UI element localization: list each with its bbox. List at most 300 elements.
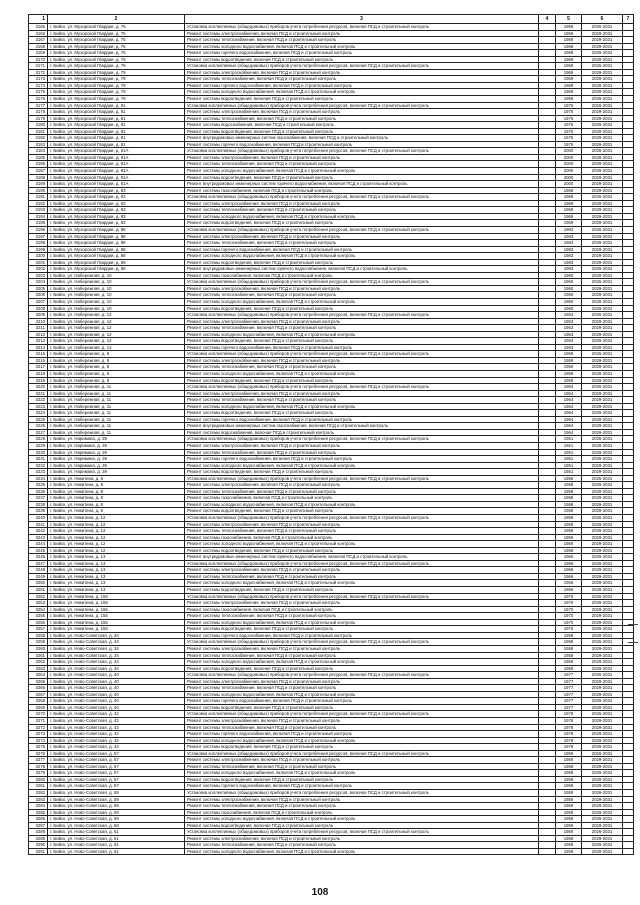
address-cell: г. Бийск, ул. Мухорской Гвардии, д. 75 xyxy=(48,43,185,50)
period-cell: 2029-2031 xyxy=(582,377,623,384)
work-type-cell: Ремонт системы водоотведения, включая ПСД и строительный контроль xyxy=(185,338,539,345)
period-cell: 2029-2031 xyxy=(582,331,623,338)
row-number: 3228 xyxy=(29,436,48,443)
row-number: 3185 xyxy=(29,154,48,161)
row-number: 3199 xyxy=(29,246,48,253)
row-number: 3286 xyxy=(29,816,48,823)
year-cell: 1969 xyxy=(556,82,582,89)
address-cell: г. Бийск, ул. Мухорской Гвардии, д. 88 xyxy=(48,226,185,233)
work-type-cell: Ремонт системы электроснабжения, включая ПСД и строительный контроль xyxy=(185,835,539,842)
address-cell: г. Бийск, ул. Никитина, д. 13 xyxy=(48,573,185,580)
year-cell: 2000 xyxy=(556,154,582,161)
row-number: 3174 xyxy=(29,82,48,89)
row-number: 3252 xyxy=(29,593,48,600)
work-type-cell: Ремонт системы водоотведения, включая ПСД и строительный контроль xyxy=(185,626,539,633)
work-type-cell: Установка коллективных (общедомовых) приборов учета потребления ресурсов, включая ПСД и строительный контроль xyxy=(185,672,539,679)
period-cell: 2029-2031 xyxy=(582,665,623,672)
year-cell: 1959 xyxy=(556,351,582,358)
work-type-cell: Ремонт системы электроснабжения, включая ПСД и строительный контроль xyxy=(185,717,539,724)
address-cell: г. Бийск, ул. Мухорской Гвардии, д. 79 xyxy=(48,96,185,103)
period-cell: 2029-2031 xyxy=(582,181,623,188)
address-cell: г. Бийск, ул. Набережная, д. 11 xyxy=(48,423,185,430)
year-cell: 1959 xyxy=(556,770,582,777)
row-number: 3216 xyxy=(29,357,48,364)
year-cell: 1977 xyxy=(556,678,582,685)
period-cell: 2029-2031 xyxy=(582,613,623,620)
period-cell: 2029-2031 xyxy=(582,567,623,574)
period-cell: 2029-2031 xyxy=(582,259,623,266)
year-cell: 1969 xyxy=(556,37,582,44)
period-cell: 2026-2031 xyxy=(582,312,623,319)
period-cell: 2029-2031 xyxy=(582,390,623,397)
year-cell: 1970 xyxy=(556,613,582,620)
address-cell: г. Бийск, ул. Мухорской Гвардии, д. 83 xyxy=(48,194,185,201)
address-cell: г. Бийск, ул. Мухорской Гвардии, д. 79 xyxy=(48,82,185,89)
work-type-cell: Ремонт системы газоснабжения, включая ПСД и строительный контроль xyxy=(185,606,539,613)
row-number: 3179 xyxy=(29,115,48,122)
year-cell: 1975 xyxy=(556,109,582,116)
address-cell: г. Бийск, ул. Никитина, д. 155 xyxy=(48,626,185,633)
period-cell: 2029-2031 xyxy=(582,757,623,764)
year-cell: 1975 xyxy=(556,128,582,135)
year-cell: 1959 xyxy=(556,521,582,528)
row-number: 3240 xyxy=(29,515,48,522)
period-cell: 2029-2031 xyxy=(582,325,623,332)
work-type-cell: Ремонт системы теплоснабжения, включая ПСД и строительный контроль xyxy=(185,115,539,122)
year-cell: 1970 xyxy=(556,600,582,607)
row-number: 3183 xyxy=(29,141,48,148)
address-cell: г. Бийск, ул. Наримана, д. 39 xyxy=(48,436,185,443)
period-cell: 2026-2031 xyxy=(582,384,623,391)
address-cell: г. Бийск, ул. Никитина, д. 155 xyxy=(48,600,185,607)
period-cell: 2029-2031 xyxy=(582,541,623,548)
row-number: 3217 xyxy=(29,364,48,371)
row-number: 3167 xyxy=(29,37,48,44)
address-cell: г. Бийск, ул. Ново-Советская, д. 59 xyxy=(48,822,185,829)
work-type-cell: Установка коллективных (общедомовых) приборов учета потребления ресурсов, включая ПСД и строительный контроль xyxy=(185,384,539,391)
year-cell: 1959 xyxy=(556,809,582,816)
row-number: 3258 xyxy=(29,632,48,639)
work-type-cell: Ремонт системы водоотведения, включая ПСД и строительный контроль xyxy=(185,305,539,312)
address-cell: г. Бийск, ул. Набережная, д. 12 xyxy=(48,331,185,338)
work-type-cell: Ремонт системы электроснабжения, включая ПСД и строительный контроль xyxy=(185,154,539,161)
year-cell: 1959 xyxy=(556,750,582,757)
year-cell: 1959 xyxy=(556,816,582,823)
address-cell: г. Бийск, ул. Ново-Советская, д. 34 xyxy=(48,632,185,639)
work-type-cell: Ремонт системы теплоснабжения, включая ПСД и строительный контроль xyxy=(185,724,539,731)
row-number: 3224 xyxy=(29,410,48,417)
row-number: 3166 xyxy=(29,30,48,37)
address-cell: г. Бийск, ул. Мухорской Гвардии, д. 81А xyxy=(48,148,185,155)
column-header-6: 6 xyxy=(582,15,623,24)
year-cell: 1966 xyxy=(556,554,582,561)
address-cell: г. Бийск, ул. Никитина, д. 12 xyxy=(48,534,185,541)
row-number: 3201 xyxy=(29,259,48,266)
period-cell: 2026-2031 xyxy=(582,789,623,796)
work-type-cell: Ремонт системы электроснабжения, включая ПСД и строительный контроль xyxy=(185,390,539,397)
row-number: 3278 xyxy=(29,763,48,770)
period-cell: 2029-2031 xyxy=(582,704,623,711)
year-cell: 1953 xyxy=(556,344,582,351)
column-header-2: 2 xyxy=(48,15,185,24)
work-type-cell: Ремонт системы горячего водоснабжения, включая ПСД и строительный контроль xyxy=(185,246,539,253)
row-number: 3262 xyxy=(29,659,48,666)
row-number: 3290 xyxy=(29,842,48,849)
period-cell: 2029-2031 xyxy=(582,528,623,535)
period-cell: 2026-2031 xyxy=(582,750,623,757)
period-cell: 2029-2031 xyxy=(582,744,623,751)
work-type-cell: Ремонт системы водоотведения, включая ПСД и строительный контроль xyxy=(185,547,539,554)
year-cell: 1969 xyxy=(556,76,582,83)
year-cell: 1958 xyxy=(556,665,582,672)
row-number: 3284 xyxy=(29,803,48,810)
year-cell: 1951 xyxy=(556,456,582,463)
work-type-cell: Ремонт системы водоотведения, включая ПСД и строительный контроль xyxy=(185,587,539,594)
table-row xyxy=(29,848,634,855)
work-type-cell: Ремонт системы холодного водоснабжения, включая ПСД и строительный контроль xyxy=(185,253,539,260)
address-cell: г. Бийск, ул. Набережная, д. 11 xyxy=(48,384,185,391)
period-cell: 2029-2031 xyxy=(582,776,623,783)
period-cell: 2029-2031 xyxy=(582,207,623,214)
address-cell: г. Бийск, ул. Мухорской Гвардии, д. 88 xyxy=(48,233,185,240)
address-cell: г. Бийск, ул. Ново-Советская, д. 42 xyxy=(48,717,185,724)
work-type-cell: Ремонт системы теплоснабжения, включая ПСД и строительный контроль xyxy=(185,397,539,404)
work-type-cell: Ремонт системы электроснабжения, включая ПСД и строительный контроль xyxy=(185,443,539,450)
row-number: 3223 xyxy=(29,403,48,410)
period-cell: 2029-2031 xyxy=(582,443,623,450)
address-cell: г. Бийск, ул. Набережная, д. 11 xyxy=(48,410,185,417)
period-cell: 2029-2031 xyxy=(582,89,623,96)
period-cell: 2029-2031 xyxy=(582,659,623,666)
row-number: 3260 xyxy=(29,645,48,652)
year-cell: 1969 xyxy=(556,63,582,70)
address-cell: г. Бийск, ул. Мухорской Гвардии, д. 83 xyxy=(48,200,185,207)
work-type-cell: Ремонт системы теплоснабжения, включая ПСД и строительный контроль xyxy=(185,652,539,659)
row-number: 3287 xyxy=(29,822,48,829)
work-type-cell: Установка коллективных (общедомовых) приборов учета потребления ресурсов, включая ПСД и строительный контроль xyxy=(185,515,539,522)
address-cell: г. Бийск, ул. Мухорской Гвардии, д. 79 xyxy=(48,63,185,70)
work-type-cell: Ремонт системы теплоснабжения, включая ПСД и строительный контроль xyxy=(185,325,539,332)
work-type-cell: Ремонт системы электроснабжения, включая ПСД и строительный контроль xyxy=(185,645,539,652)
address-cell: г. Бийск, ул. Набережная, д. 12 xyxy=(48,338,185,345)
address-cell: г. Бийск, ул. Ново-Советская, д. 57 xyxy=(48,770,185,777)
address-cell: г. Бийск, ул. Наримана, д. 39 xyxy=(48,443,185,450)
year-cell: 1964 xyxy=(556,429,582,436)
year-cell: 1969 xyxy=(556,30,582,37)
address-cell: г. Бийск, ул. Набережная, д. 10 xyxy=(48,285,185,292)
year-cell: 1970 xyxy=(556,619,582,626)
row-number: 3254 xyxy=(29,606,48,613)
period-cell: 2026-2031 xyxy=(582,148,623,155)
address-cell: г. Бийск, ул. Ново-Советская, д. 34 xyxy=(48,659,185,666)
year-cell: 1953 xyxy=(556,338,582,345)
row-number: 3177 xyxy=(29,102,48,109)
work-type-cell: Ремонт системы электроснабжения, включая ПСД и строительный контроль xyxy=(185,521,539,528)
row-number: 3257 xyxy=(29,626,48,633)
year-cell: 1959 xyxy=(556,835,582,842)
work-type-cell: Ремонт системы электроснабжения, включая ПСД и строительный контроль xyxy=(185,200,539,207)
work-type-cell: Установка коллективных (общедомовых) приборов учета потребления ресурсов, включая ПСД и строительный контроль xyxy=(185,148,539,155)
address-cell: г. Бийск, ул. Мухорской Гвардии, д. 75 xyxy=(48,37,185,44)
work-type-cell: Ремонт внутридомовых инженерных систем горячего водоснабжения, включая ПСД и строительный контроль xyxy=(185,554,539,561)
year-cell: 1960 xyxy=(556,285,582,292)
year-cell: 1951 xyxy=(556,436,582,443)
work-type-cell: Ремонт системы водоснабжения, включая ПСД и строительный контроль xyxy=(185,429,539,436)
period-cell: 2029-2031 xyxy=(582,731,623,738)
period-cell: 2029-2031 xyxy=(582,76,623,83)
period-cell: 2026-2031 xyxy=(582,279,623,286)
work-type-cell: Ремонт системы теплоснабжения, включая ПСД и строительный контроль xyxy=(185,292,539,299)
row-number: 3178 xyxy=(29,109,48,116)
address-cell: г. Бийск, ул. Мухорской Гвардии, д. 81А xyxy=(48,168,185,175)
year-cell: 1969 xyxy=(556,50,582,57)
work-type-cell: Установка коллективных (общедомовых) приборов учета потребления ресурсов, включая ПСД и строительный контроль xyxy=(185,593,539,600)
year-cell: 1964 xyxy=(556,397,582,404)
address-cell: г. Бийск, ул. Мухорской Гвардии, д. 88 xyxy=(48,253,185,260)
period-cell: 2026-2031 xyxy=(582,672,623,679)
work-type-cell: Ремонт системы холодного водоснабжения, включая ПСД и строительный контроль xyxy=(185,213,539,220)
period-cell: 2029-2031 xyxy=(582,724,623,731)
period-cell: 2029-2031 xyxy=(582,338,623,345)
year-cell: 1964 xyxy=(556,416,582,423)
address-cell: г. Бийск, ул. Ново-Советская, д. 40 xyxy=(48,698,185,705)
year-cell: 1953 xyxy=(556,331,582,338)
year-cell: 1959 xyxy=(556,757,582,764)
work-type-cell: Ремонт системы горячего водоснабжения, включая ПСД и строительный контроль xyxy=(185,416,539,423)
address-cell: г. Бийск, ул. Ново-Советская, д. 59 xyxy=(48,816,185,823)
year-cell: 2000 xyxy=(556,148,582,155)
work-type-cell: Ремонт системы теплоснабжения, включая ПСД и строительный контроль xyxy=(185,37,539,44)
period-cell: 2029-2031 xyxy=(582,200,623,207)
row-number: 3264 xyxy=(29,672,48,679)
year-cell: 1969 xyxy=(556,56,582,63)
address-cell: г. Бийск, ул. Мухорской Гвардии, д. 81А xyxy=(48,154,185,161)
period-cell: 2029-2031 xyxy=(582,796,623,803)
work-type-cell: Ремонт внутридомовых инженерных систем газоснабжения, включая ПСД и строительный контроль xyxy=(185,423,539,430)
work-type-cell: Ремонт системы электроснабжения, включая ПСД и строительный контроль xyxy=(185,678,539,685)
row-number: 3175 xyxy=(29,89,48,96)
address-cell: г. Бийск, ул. Наримана, д. 39 xyxy=(48,462,185,469)
work-type-cell: Установка коллективных (общедомовых) приборов учета потребления ресурсов, включая ПСД и строительный контроль xyxy=(185,750,539,757)
address-cell: г. Бийск, ул. Мухорской Гвардии, д. 81 xyxy=(48,109,185,116)
row-number: 3229 xyxy=(29,443,48,450)
address-cell: г. Бийск, ул. Набережная, д. 10 xyxy=(48,292,185,299)
address-cell: г. Бийск, ул. Набережная, д. 11 xyxy=(48,429,185,436)
address-cell: г. Бийск, ул. Никитина, д. 8 xyxy=(48,482,185,489)
period-cell: 2026-2031 xyxy=(582,102,623,109)
year-cell: 1951 xyxy=(556,443,582,450)
work-type-cell: Ремонт системы теплоснабжения, включая ПСД и строительный контроль xyxy=(185,449,539,456)
work-type-cell: Ремонт системы горячего водоснабжения, включая ПСД и строительный контроль xyxy=(185,456,539,463)
row-number: 3170 xyxy=(29,56,48,63)
address-cell: г. Бийск, ул. Мухорской Гвардии, д. 79 xyxy=(48,89,185,96)
address-cell: г. Бийск, ул. Никитина, д. 155 xyxy=(48,606,185,613)
work-type-cell: Установка коллективных (общедомовых) приборов учета потребления ресурсов, включая ПСД и строительный контроль xyxy=(185,711,539,718)
address-cell: г. Бийск, ул. Мухорской Гвардии, д. 83 xyxy=(48,207,185,214)
work-type-cell: Ремонт системы электроснабжения, включая ПСД и строительный контроль xyxy=(185,357,539,364)
work-type-cell: Ремонт системы водоотведения, включая ПСД и строительный контроль xyxy=(185,665,539,672)
address-cell: г. Бийск, ул. Никитина, д. 13 xyxy=(48,560,185,567)
work-type-cell: Ремонт системы горячего водоснабжения, включая ПСД и строительный контроль xyxy=(185,698,539,705)
period-cell: 2026-2031 xyxy=(582,711,623,718)
column-header-3: 3 xyxy=(185,15,539,24)
address-cell: г. Бийск, ул. Ново-Советская, д. 57 xyxy=(48,776,185,783)
year-cell: 1969 xyxy=(556,69,582,76)
address-cell: г. Бийск, ул. Набережная, д. 12 xyxy=(48,325,185,332)
address-cell: г. Бийск, ул. Ново-Советская, д. 59 xyxy=(48,803,185,810)
work-type-cell: Ремонт системы горячего водоснабжения, включая ПСД и строительный контроль xyxy=(185,82,539,89)
work-type-cell: Установка коллективных (общедомовых) приборов учета потребления ресурсов, включая ПСД и строительный контроль xyxy=(185,312,539,319)
address-cell: г. Бийск, ул. Мухорской Гвардии, д. 81 xyxy=(48,122,185,129)
work-type-cell: Ремонт системы водоотведения, включая ПСД и строительный контроль xyxy=(185,56,539,63)
address-cell: г. Бийск, ул. Набережная, д. 8 xyxy=(48,351,185,358)
work-type-cell: Установка коллективных (общедомовых) приборов учета потребления ресурсов, включая ПСД и строительный контроль xyxy=(185,351,539,358)
year-cell: 1959 xyxy=(556,776,582,783)
period-cell: 2029-2031 xyxy=(582,233,623,240)
year-cell: 1951 xyxy=(556,469,582,476)
period-cell: 2029-2031 xyxy=(582,691,623,698)
address-cell: г. Бийск, ул. Набережная, д. 11 xyxy=(48,397,185,404)
year-cell: 1959 xyxy=(556,377,582,384)
address-cell: г. Бийск, ул. Ново-Советская, д. 61 xyxy=(48,829,185,836)
address-cell: г. Бийск, ул. Мухорской Гвардии, д. 88 xyxy=(48,240,185,247)
year-cell: 1959 xyxy=(556,534,582,541)
period-cell: 2029-2031 xyxy=(582,717,623,724)
address-cell: г. Бийск, ул. Ново-Советская, д. 57 xyxy=(48,750,185,757)
row-number: 3189 xyxy=(29,181,48,188)
work-type-cell: Ремонт системы электроснабжения, включая ПСД и строительный контроль xyxy=(185,233,539,240)
year-cell: 1959 xyxy=(556,789,582,796)
row-number: 3193 xyxy=(29,207,48,214)
period-cell: 2026-2031 xyxy=(582,24,623,31)
work-type-cell: Ремонт системы теплоснабжения, включая ПСД и строительный контроль xyxy=(185,76,539,83)
address-cell: г. Бийск, ул. Ново-Советская, д. 59 xyxy=(48,809,185,816)
address-cell: г. Бийск, ул. Ново-Советская, д. 42 xyxy=(48,737,185,744)
period-cell: 2026-2031 xyxy=(582,515,623,522)
table-header-row xyxy=(29,15,634,24)
address-cell: г. Бийск, ул. Набережная, д. 10 xyxy=(48,279,185,286)
year-cell: 1960 xyxy=(556,305,582,312)
year-cell: 1978 xyxy=(556,724,582,731)
year-cell: 1969 xyxy=(556,187,582,194)
row-number: 3272 xyxy=(29,724,48,731)
year-cell: 1969 xyxy=(556,213,582,220)
period-cell: 2029-2031 xyxy=(582,848,623,855)
address-cell: г. Бийск, ул. Мухорской Гвардии, д. 83 xyxy=(48,220,185,227)
address-cell: г. Бийск, ул. Набережная, д. 12 xyxy=(48,312,185,319)
year-cell: 1978 xyxy=(556,711,582,718)
work-type-cell: Ремонт системы электроснабжения, включая ПСД и строительный контроль xyxy=(185,600,539,607)
row-number: 3198 xyxy=(29,240,48,247)
work-type-cell: Ремонт системы электроснабжения, включая ПСД и строительный контроль xyxy=(185,757,539,764)
address-cell: г. Бийск, ул. Ново-Советская, д. 61 xyxy=(48,848,185,855)
period-cell: 2029-2031 xyxy=(582,128,623,135)
work-type-cell: Ремонт системы холодного водоснабжения, включая ПСД и строительный контроль xyxy=(185,770,539,777)
work-type-cell: Ремонт системы водоотведения, включая ПСД и строительный контроль xyxy=(185,259,539,266)
period-cell: 2029-2031 xyxy=(582,220,623,227)
row-number: 3282 xyxy=(29,789,48,796)
address-cell: г. Бийск, ул. Мухорской Гвардии, д. 75 xyxy=(48,50,185,57)
address-cell: г. Бийск, ул. Ново-Советская, д. 42 xyxy=(48,731,185,738)
period-cell: 2029-2031 xyxy=(582,50,623,57)
period-cell: 2029-2031 xyxy=(582,298,623,305)
year-cell: 1959 xyxy=(556,364,582,371)
year-cell: 1959 xyxy=(556,547,582,554)
year-cell: 1964 xyxy=(556,403,582,410)
row-number: 3221 xyxy=(29,390,48,397)
row-number: 3266 xyxy=(29,685,48,692)
year-cell: 1953 xyxy=(556,312,582,319)
period-cell: 2029-2031 xyxy=(582,357,623,364)
work-type-cell: Ремонт системы теплоснабжения, включая ПСД и строительный контроль xyxy=(185,488,539,495)
period-cell: 2026-2031 xyxy=(582,560,623,567)
row-number: 3244 xyxy=(29,541,48,548)
address-cell: г. Бийск, ул. Никитина, д. 13 xyxy=(48,554,185,561)
address-cell: г. Бийск, ул. Наримана, д. 39 xyxy=(48,469,185,476)
work-type-cell: Установка коллективных (общедомовых) приборов учета потребления ресурсов, включая ПСД и строительный контроль xyxy=(185,436,539,443)
period-cell: 2029-2031 xyxy=(582,318,623,325)
row-number: 3180 xyxy=(29,122,48,129)
work-type-cell: Ремонт системы газоснабжения, включая ПСД и строительный контроль xyxy=(185,272,539,279)
address-cell: г. Бийск, ул. Мухорской Гвардии, д. 81 xyxy=(48,102,185,109)
work-type-cell: Установка коллективных (общедомовых) приборов учета потребления ресурсов, включая ПСД и строительный контроль xyxy=(185,560,539,567)
work-type-cell: Ремонт системы теплоснабжения, включая ПСД и строительный контроль xyxy=(185,613,539,620)
column-header-7: 7 xyxy=(623,15,634,24)
year-cell: 1978 xyxy=(556,717,582,724)
address-cell: г. Бийск, ул. Мухорской Гвардии, д. 81 xyxy=(48,141,185,148)
year-cell: 1969 xyxy=(556,24,582,31)
year-cell: 1964 xyxy=(556,410,582,417)
year-cell: 2000 xyxy=(556,168,582,175)
period-cell: 2029-2031 xyxy=(582,547,623,554)
year-cell: 1970 xyxy=(556,626,582,633)
period-cell: 2029-2031 xyxy=(582,521,623,528)
address-cell: г. Бийск, ул. Никитина, д. 12 xyxy=(48,528,185,535)
period-cell: 2029-2031 xyxy=(582,416,623,423)
row-number: 3256 xyxy=(29,619,48,626)
row-number: 3263 xyxy=(29,665,48,672)
row-number: 3277 xyxy=(29,757,48,764)
period-cell: 2029-2031 xyxy=(582,554,623,561)
address-cell: г. Бийск, ул. Никитина, д. 12 xyxy=(48,521,185,528)
year-cell: 1966 xyxy=(556,587,582,594)
work-type-cell: Ремонт системы холодного водоснабжения, включая ПСД и строительный контроль xyxy=(185,403,539,410)
address-cell: г. Бийск, ул. Никитина, д. 13 xyxy=(48,580,185,587)
row-number: 3172 xyxy=(29,69,48,76)
year-cell: 1958 xyxy=(556,501,582,508)
work-type-cell: Ремонт системы холодного водоснабжения, включая ПСД и строительный контроль xyxy=(185,737,539,744)
row-number: 3192 xyxy=(29,200,48,207)
work-type-cell: Ремонт системы водоотведения, включая ПСД и строительный контроль xyxy=(185,174,539,181)
row-number: 3182 xyxy=(29,135,48,142)
period-cell: 2029-2031 xyxy=(582,43,623,50)
address-cell: г. Бийск, ул. Мухорской Гвардии, д. 81А xyxy=(48,161,185,168)
period-cell: 2029-2031 xyxy=(582,501,623,508)
row-number: 3222 xyxy=(29,397,48,404)
address-cell: г. Бийск, ул. Ново-Советская, д. 59 xyxy=(48,789,185,796)
work-type-cell: Ремонт системы водоотведения, включая ПСД и строительный контроль xyxy=(185,220,539,227)
period-cell: 2029-2031 xyxy=(582,580,623,587)
year-cell: 1958 xyxy=(556,659,582,666)
address-cell: г. Бийск, ул. Никитина, д. 155 xyxy=(48,613,185,620)
table-body xyxy=(29,24,634,855)
row-number: 3273 xyxy=(29,731,48,738)
row-number: 3268 xyxy=(29,698,48,705)
work-type-cell: Ремонт системы горячего водоснабжения, включая ПСД и строительный контроль xyxy=(185,141,539,148)
row-number: 3215 xyxy=(29,351,48,358)
period-cell: 2029-2031 xyxy=(582,482,623,489)
column-header-1: 1 xyxy=(29,15,48,24)
